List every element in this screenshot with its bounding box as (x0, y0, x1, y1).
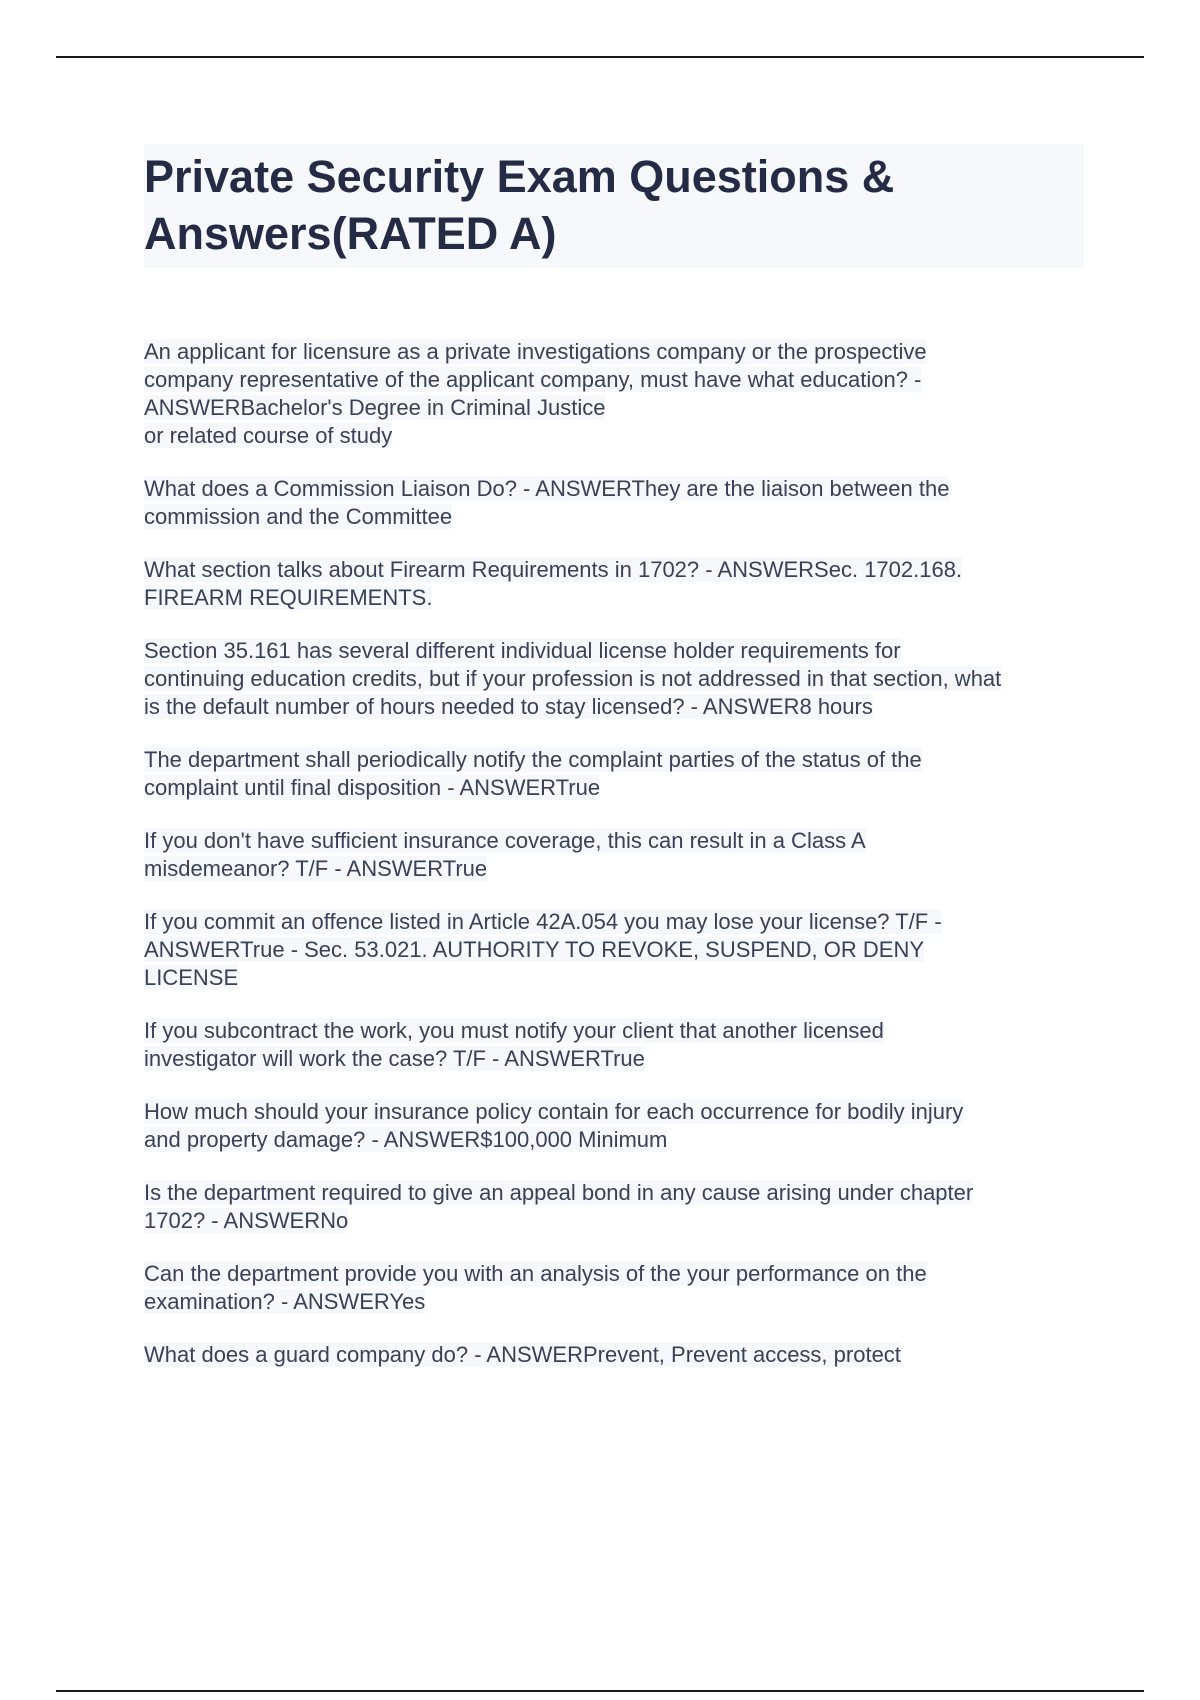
title-block (144, 144, 1084, 268)
qa-line: Can the department provide you with an analysis of the your performance on the (144, 1261, 927, 1286)
qa-item (144, 1098, 1094, 1154)
qa-line: continuing education credits, but if your profession is not addressed in that section, what (144, 666, 1002, 691)
qa-line: misdemeanor? T/F - ANSWERTrue (144, 856, 488, 881)
qa-item (144, 908, 1094, 992)
qa-item (144, 637, 1094, 721)
qa-line: ANSWERTrue - Sec. 53.021. AUTHORITY TO REVOKE, SUSPEND, OR DENY (144, 937, 925, 962)
qa-line: 1702? - ANSWERNo (144, 1208, 349, 1233)
qa-line: How much should your insurance policy contain for each occurrence for bodily injury (144, 1099, 964, 1124)
qa-item (144, 1260, 1094, 1316)
qa-line: company representative of the applicant company, must have what education? - (144, 367, 922, 392)
qa-line: If you commit an offence listed in Article 42A.054 you may lose your license? T/F - (144, 909, 942, 934)
qa-list (144, 338, 1094, 1394)
qa-line: What does a Commission Liaison Do? - ANSWERThey are the liaison between the (144, 476, 950, 501)
qa-line: commission and the Committee (144, 504, 453, 529)
qa-line: ANSWERBachelor's Degree in Criminal Justice (144, 395, 606, 420)
qa-item (144, 1017, 1094, 1073)
qa-line: or related course of study (144, 423, 393, 448)
qa-line: LICENSE (144, 965, 239, 990)
qa-line: Is the department required to give an appeal bond in any cause arising under chapter (144, 1180, 974, 1205)
qa-item (144, 827, 1094, 883)
qa-item (144, 338, 1094, 450)
qa-line: FIREARM REQUIREMENTS. (144, 585, 433, 610)
qa-line: examination? - ANSWERYes (144, 1289, 426, 1314)
qa-line: Section 35.161 has several different individual license holder requirements for (144, 638, 901, 663)
qa-line: What does a guard company do? - ANSWERPrevent, Prevent access, protect (144, 1342, 901, 1367)
qa-line: An applicant for licensure as a private investigations company or the prospective (144, 339, 927, 364)
qa-item (144, 556, 1094, 612)
qa-line: The department shall periodically notify the complaint parties of the status of the (144, 747, 922, 772)
qa-line: What section talks about Firearm Requirements in 1702? - ANSWERSec. 1702.168. (144, 557, 963, 582)
qa-line: complaint until final disposition - ANSWERTrue (144, 775, 601, 800)
qa-line: and property damage? - ANSWER$100,000 Minimum (144, 1127, 668, 1152)
qa-line: If you subcontract the work, you must notify your client that another licensed (144, 1018, 884, 1043)
qa-line: If you don't have sufficient insurance coverage, this can result in a Class A (144, 828, 866, 853)
qa-item (144, 746, 1094, 802)
header-rule (56, 56, 1144, 58)
qa-line: investigator will work the case? T/F - ANSWERTrue (144, 1046, 645, 1071)
qa-item (144, 475, 1094, 531)
qa-line: is the default number of hours needed to stay licensed? - ANSWER8 hours (144, 694, 873, 719)
qa-item (144, 1341, 1094, 1369)
qa-item (144, 1179, 1094, 1235)
page-title: Private Security Exam Questions & Answers(RATED A) (144, 151, 895, 259)
footer-rule (56, 1690, 1144, 1692)
